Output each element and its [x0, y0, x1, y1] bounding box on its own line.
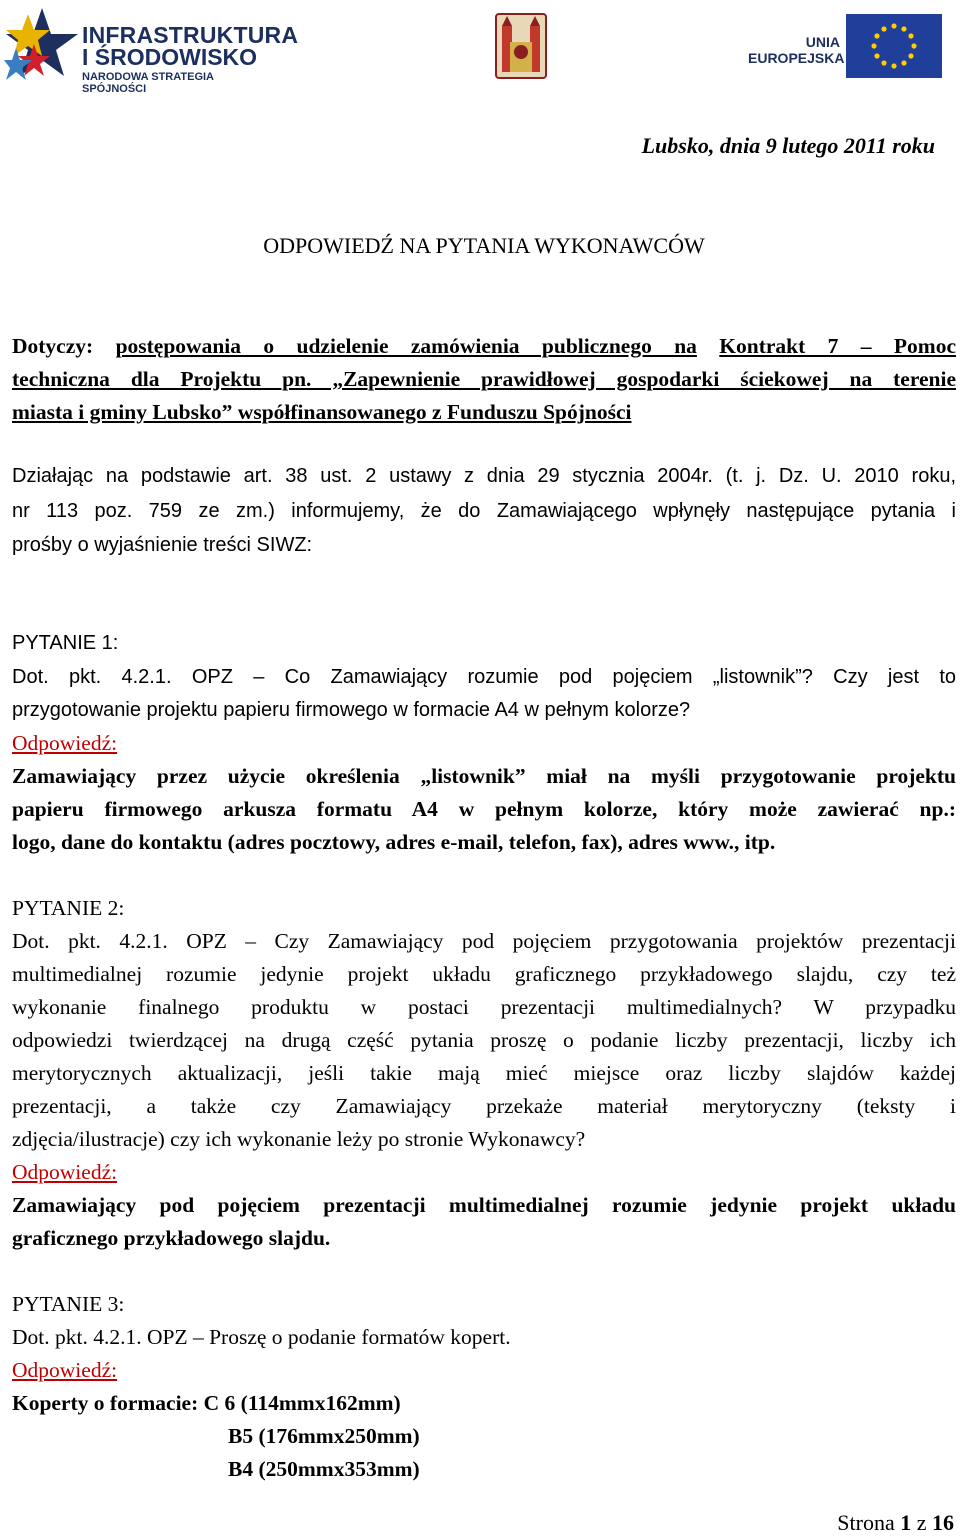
- document-title: ODPOWIEDŹ NA PYTANIA WYKONAWCÓW: [263, 233, 705, 258]
- logo-line-2: I ŚRODOWISKO: [82, 44, 258, 70]
- q2-question-line-4: odpowiedzi twierdzącej na drugą część pytania proszę o podanie liczby prezentacji, liczby ich: [12, 1028, 956, 1052]
- intro-line-3: prośby o wyjaśnienie treści SIWZ:: [12, 534, 313, 556]
- q2-question-line-6: prezentacji, a także czy Zamawiający przekaże materiał merytoryczny (teksty i: [12, 1094, 956, 1118]
- eu-line-2: EUROPEJSKA: [748, 50, 845, 66]
- stars-emblem-icon: [4, 4, 80, 90]
- q2-question-line-3: wykonanie finalnego produktu w postaci prezentacji multimedialnych? W przypadku: [12, 995, 956, 1019]
- eu-logo: [748, 14, 944, 80]
- q1-question-line-1: Dot. pkt. 4.2.1. OPZ – Co Zamawiający rozumie pod pojęciem „listownik”? Czy jest to: [12, 666, 956, 688]
- subject-text-1a: postępowania o udzielenie zamówienia publicznego na: [115, 334, 697, 358]
- q2-answer-line-2: graficznego przykładowego slajdu.: [12, 1226, 331, 1250]
- subject-line-3: miasta i gminy Lubsko” współfinansowanego z Funduszu Spójności: [12, 400, 632, 424]
- q1-answer-line-3: logo, dane do kontaktu (adres pocztowy, adres e-mail, telefon, fax), adres www., itp.: [12, 830, 776, 854]
- logo-line-1: INFRASTRUKTURA: [82, 22, 299, 48]
- q3-format-3: B4 (250mmx353mm): [228, 1457, 420, 1481]
- page-sep: z: [916, 1510, 927, 1535]
- subject-text-1b: Kontrakt 7 – Pomoc: [719, 334, 957, 358]
- q1-heading: PYTANIE 1:: [12, 632, 119, 654]
- q3-format-2: B5 (176mmx250mm): [228, 1424, 420, 1448]
- page-current: 1: [900, 1510, 912, 1535]
- intro-line-2: nr 113 poz. 759 ze zm.) informujemy, że do Zamawiającego wpłynęły następujące pytania i: [12, 500, 956, 522]
- infrastruktura-logo: [4, 4, 299, 95]
- logo-line-3: NARODOWA STRATEGIA SPÓJNOŚCI: [82, 71, 214, 95]
- q2-question-line-5: merytorycznych aktualizacji, jeśli takie mają mieć miejsce oraz liczby slajdów każdej: [12, 1061, 956, 1085]
- subject-line-1: [12, 333, 956, 359]
- intro-line-1: Działając na podstawie art. 38 ust. 2 ustawy z dnia 29 stycznia 2004r. (t. j. Dz. U. 2010 roku,: [12, 465, 956, 487]
- q2-answer-label: Odpowiedź:: [12, 1160, 118, 1184]
- q3-heading: PYTANIE 3:: [12, 1292, 125, 1316]
- q2-question-line-1: Dot. pkt. 4.2.1. OPZ – Czy Zamawiający pod pojęciem przygotowania projektów prezentacji: [12, 929, 956, 953]
- subject-label: Dotyczy:: [12, 334, 94, 358]
- q3-format-1: C 6 (114mmx162mm): [203, 1391, 401, 1415]
- q3-answer-prefix: Koperty o formacie:: [12, 1391, 199, 1415]
- q2-question-line-2: multimedialnej rozumie jedynie projekt układu graficznego przykładowego slajdu, czy też: [12, 962, 956, 986]
- q2-heading: PYTANIE 2:: [12, 896, 125, 920]
- q2-answer-line-1: Zamawiający pod pojęciem prezentacji multimedialnej rozumie jedynie projekt układu: [12, 1193, 956, 1217]
- page-total: 16: [932, 1510, 954, 1535]
- q1-answer-line-1: Zamawiający przez użycie określenia „listownik” miał na myśli przygotowanie projektu: [12, 764, 956, 788]
- page-number: [837, 1510, 954, 1536]
- q3-answer-label: Odpowiedź:: [12, 1358, 118, 1382]
- q1-question-line-2: przygotowanie projektu papieru firmowego w formacie A4 w pełnym kolorze?: [12, 699, 691, 721]
- eu-line-1: UNIA: [805, 34, 840, 50]
- page-word: Strona: [837, 1510, 895, 1535]
- subject-line-2: techniczna dla Projektu pn. „Zapewnienie prawidłowej gospodarki ściekowej na terenie: [12, 367, 956, 391]
- q2-question-line-7: zdjęcia/ilustracje) czy ich wykonanie leży po stronie Wykonawcy?: [12, 1127, 586, 1151]
- q1-answer-line-2: papieru firmowego arkusza formatu A4 w pełnym kolorze, który może zawierać np.:: [12, 797, 956, 821]
- document-date: Lubsko, dnia 9 lutego 2011 roku: [641, 133, 935, 158]
- eu-flag-icon: [846, 14, 942, 78]
- q1-answer-label: Odpowiedź:: [12, 731, 118, 755]
- lubsko-crest-icon: [494, 12, 548, 80]
- q3-question: Dot. pkt. 4.2.1. OPZ – Proszę o podanie formatów kopert.: [12, 1325, 511, 1349]
- q3-answer-line-1: [12, 1390, 956, 1416]
